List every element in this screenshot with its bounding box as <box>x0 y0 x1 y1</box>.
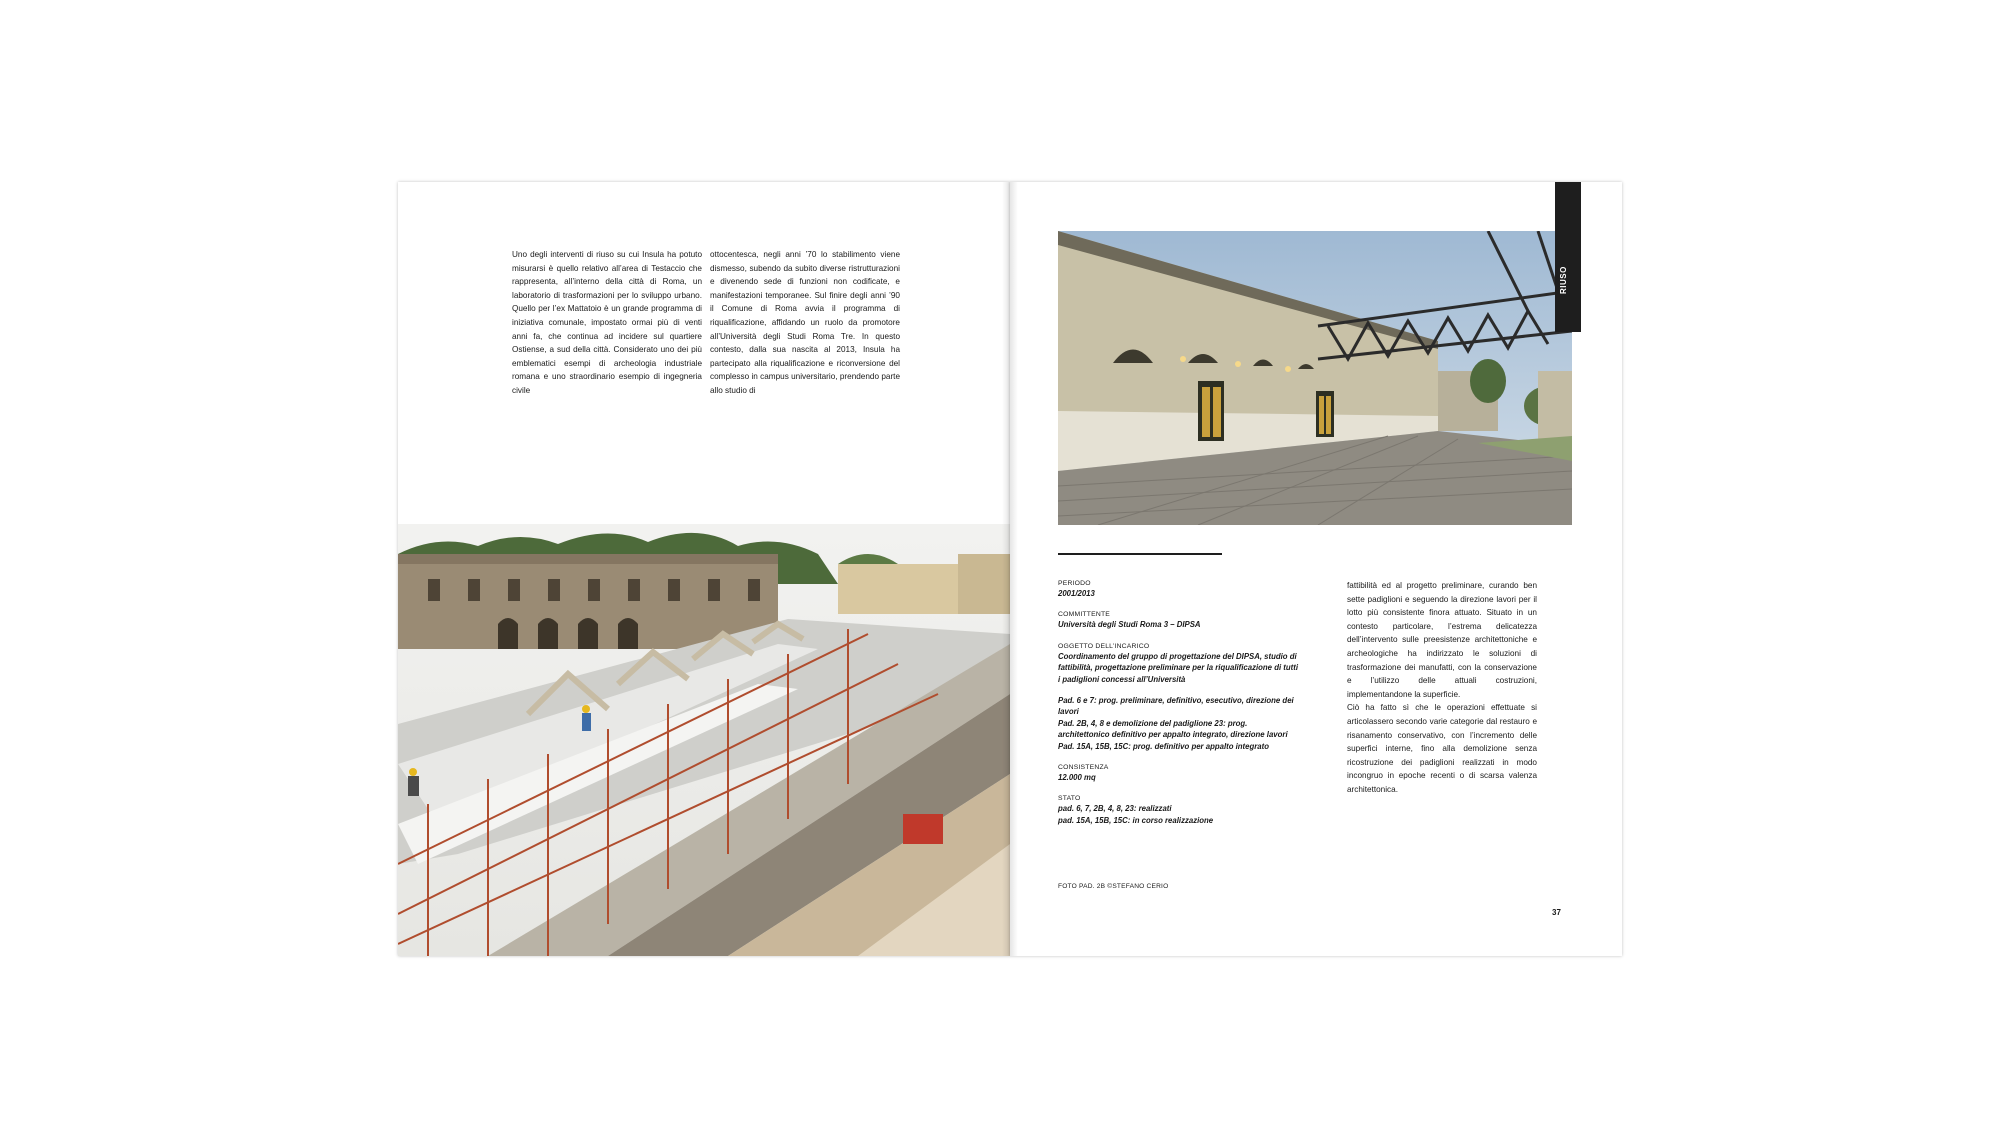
fact-label: CONSISTENZA <box>1058 764 1109 772</box>
magazine-spread <box>398 182 1622 956</box>
fact-value-line: Università degli Studi Roma 3 – DIPSA <box>1058 620 1201 630</box>
construction-site-photo <box>398 524 1010 956</box>
fact-stato <box>1058 794 1298 826</box>
fact-value-line: Coordinamento del gruppo di progettazione del DIPSA, studio di fattibilità, progettazione preliminare per la riqualificazione di tutti i padiglioni concessi all’Università <box>1058 651 1299 684</box>
fact-consistenza <box>1058 763 1298 783</box>
fact-label: OGGETTO DELL’INCARICO <box>1058 642 1150 650</box>
construction-site-illustration <box>398 524 1010 956</box>
incarico-detail: Pad. 6 e 7: prog. preliminare, definitivo, esecutivo, direzione dei lavori <box>1058 696 1294 717</box>
fact-value <box>1058 588 1298 599</box>
fact-value-line: pad. 15A, 15B, 15C: in corso realizzazione <box>1058 815 1214 825</box>
fact-value <box>1058 803 1298 826</box>
photo-credit: FOTO PAD. 2B ©STEFANO CERIO <box>1058 883 1169 890</box>
fact-value <box>1058 772 1298 783</box>
project-description: fattibilità ed al progetto preliminare, curando ben sette padiglioni e seguendo la direzione lavori per il lotto più consistente finora attuato. Situato in un contesto particolare, l’estrema delicatezza dell’intervento sulle preesistenze architettoniche e archeologiche ha indirizzato le soluzioni di trasformazione dei manufatti, con la conservazione e l’utilizzo delle attuali costruzioni, implementandone la superficie. Ciò ha fatto sì che le operazioni effettuate si articolassero secondo varie categorie dal restauro e risanamento conservativo, con l’incremento delle superfici interne, fino alla demolizione senza ricostruzione dei padiglioni realizzati in modo incongruo in epoche recenti o di scarsa valenza architettonica. <box>1347 581 1537 794</box>
restored-pavilion-photo <box>1058 231 1572 525</box>
incarico-detail: Pad. 2B, 4, 8 e demolizione del padiglione 23: prog. architettonico definitivo per appalto integrato, direzione lavori <box>1058 718 1288 740</box>
fact-label: STATO <box>1058 795 1081 803</box>
body-text-column-2: ottocentesca, negli anni ’70 lo stabilimento viene dismesso, subendo da subito diverse ristrutturazioni e divenendo sede di funzioni non codificate, e manifestazioni temporanee. Sul finire degli anni ’90 il Comune di Roma avvia il programma di riqualificazione, affidando un ruolo da promotore all’Università degli Studi Roma Tre. In questo contesto, dalla sua nascita al 2013, Insula ha partecipato alla riqualificazione e riconversione del complesso in campus universitario, prendendo parte allo studio di <box>710 250 900 395</box>
body-text-column-1: Uno degli interventi di riuso su cui Insula ha potuto misurarsi è quello relativo all’area di Testaccio che rappresenta, all’interno della città di Roma, un laboratorio di trasformazioni per lo sviluppo urbano. Quello per l’ex Mattatoio è un grande programma di iniziativa comunale, impostato ormai più di venti anni fa, che continua ad incidere sul quartiere Ostiense, a sud della città. Considerato uno dei più emblematici esempi di archeologia industriale romana e uno straordinario esempio di ingegneria civile <box>512 250 702 395</box>
section-tab-label: RIUSO <box>1559 266 1568 294</box>
page-number: 37 <box>1552 908 1561 917</box>
fact-periodo <box>1058 579 1298 599</box>
restored-pavilion-illustration <box>1058 231 1572 525</box>
fact-value-line: pad. 6, 7, 2B, 4, 8, 23: realizzati <box>1058 804 1172 814</box>
incarico-detail: Pad. 15A, 15B, 15C: prog. definitivo per appalto integrato <box>1058 741 1269 751</box>
fact-label: COMMITTENTE <box>1058 611 1111 619</box>
fact-oggetto <box>1058 642 1298 752</box>
fact-value-line: 12.000 mq <box>1058 773 1096 783</box>
fact-committente <box>1058 610 1298 630</box>
fact-value <box>1058 619 1298 630</box>
section-tab <box>1555 182 1581 332</box>
left-page <box>398 182 1010 956</box>
fact-value-line: 2001/2013 <box>1058 589 1095 598</box>
section-divider <box>1058 553 1222 555</box>
project-facts <box>1058 579 1298 837</box>
fact-value <box>1058 651 1298 752</box>
right-page <box>1010 182 1622 956</box>
fact-label: PERIODO <box>1058 580 1091 587</box>
